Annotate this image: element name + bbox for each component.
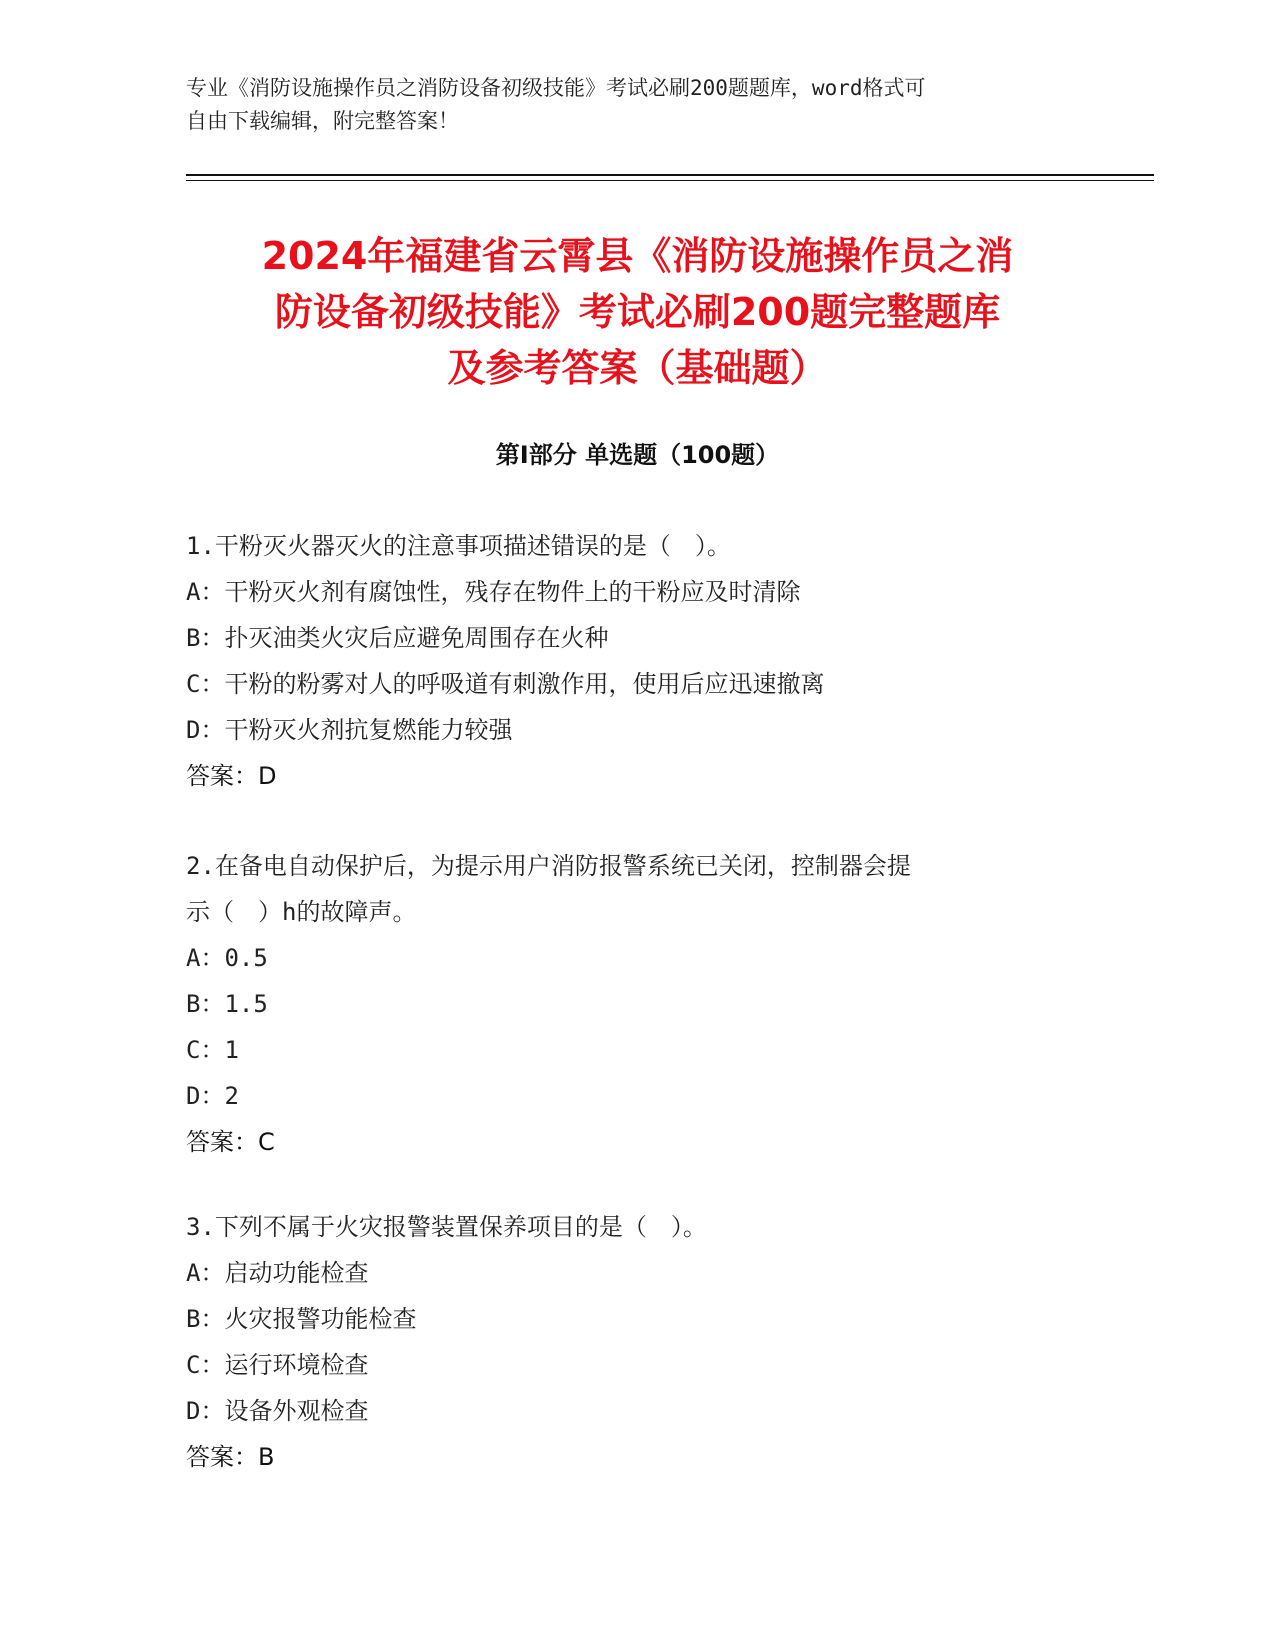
question-2: [186, 843, 1086, 1165]
answer-label: 答案：D: [186, 762, 277, 790]
document-title: [140, 228, 1135, 396]
option-b: B：火灾报警功能检查: [186, 1305, 417, 1333]
option-a: A：0.5: [186, 944, 268, 972]
question-stem-line-2: 示（ ）h的故障声。: [186, 898, 417, 926]
document-title-line-3: 及参考答案（基础题）: [447, 346, 828, 390]
option-c: C：干粉的粉雾对人的呼吸道有刺激作用，使用后应迅速撤离: [186, 670, 825, 698]
header-divider-thin: [186, 180, 1154, 181]
option-c: C：1: [186, 1036, 239, 1064]
section-title: 第Ⅰ部分 单选题（100题）: [495, 441, 780, 469]
option-d: D：2: [186, 1082, 239, 1110]
header-note: [186, 72, 1086, 138]
header-note-line-1: 专业《消防设施操作员之消防设备初级技能》考试必刷200题题库，word格式可: [186, 76, 926, 100]
document-title-line-1: 2024年福建省云霄县《消防设施操作员之消: [261, 234, 1014, 278]
question-1: [186, 523, 1086, 799]
option-d: D：干粉灭火剂抗复燃能力较强: [186, 716, 513, 744]
option-b: B：1.5: [186, 990, 268, 1018]
answer-label: 答案：B: [186, 1443, 275, 1471]
answer-label: 答案：C: [186, 1128, 275, 1156]
option-b: B：扑灭油类火灾后应避免周围存在火种: [186, 624, 609, 652]
option-a: A：启动功能检查: [186, 1259, 369, 1287]
question-stem-line-1: 2.在备电自动保护后，为提示用户消防报警系统已关闭，控制器会提: [186, 852, 911, 880]
option-d: D：设备外观检查: [186, 1397, 369, 1425]
header-divider-thick: [186, 174, 1154, 176]
option-a: A：干粉灭火剂有腐蚀性，残存在物件上的干粉应及时清除: [186, 578, 801, 606]
option-c: C：运行环境检查: [186, 1351, 369, 1379]
question-3: [186, 1204, 1086, 1480]
document-title-line-2: 防设备初级技能》考试必刷200题完整题库: [274, 290, 1001, 334]
header-note-line-2: 自由下载编辑，附完整答案！: [186, 109, 459, 133]
question-stem: 3.下列不属于火灾报警装置保养项目的是（ ）。: [186, 1213, 707, 1241]
question-stem: 1.干粉灭火器灭火的注意事项描述错误的是（ ）。: [186, 532, 731, 560]
